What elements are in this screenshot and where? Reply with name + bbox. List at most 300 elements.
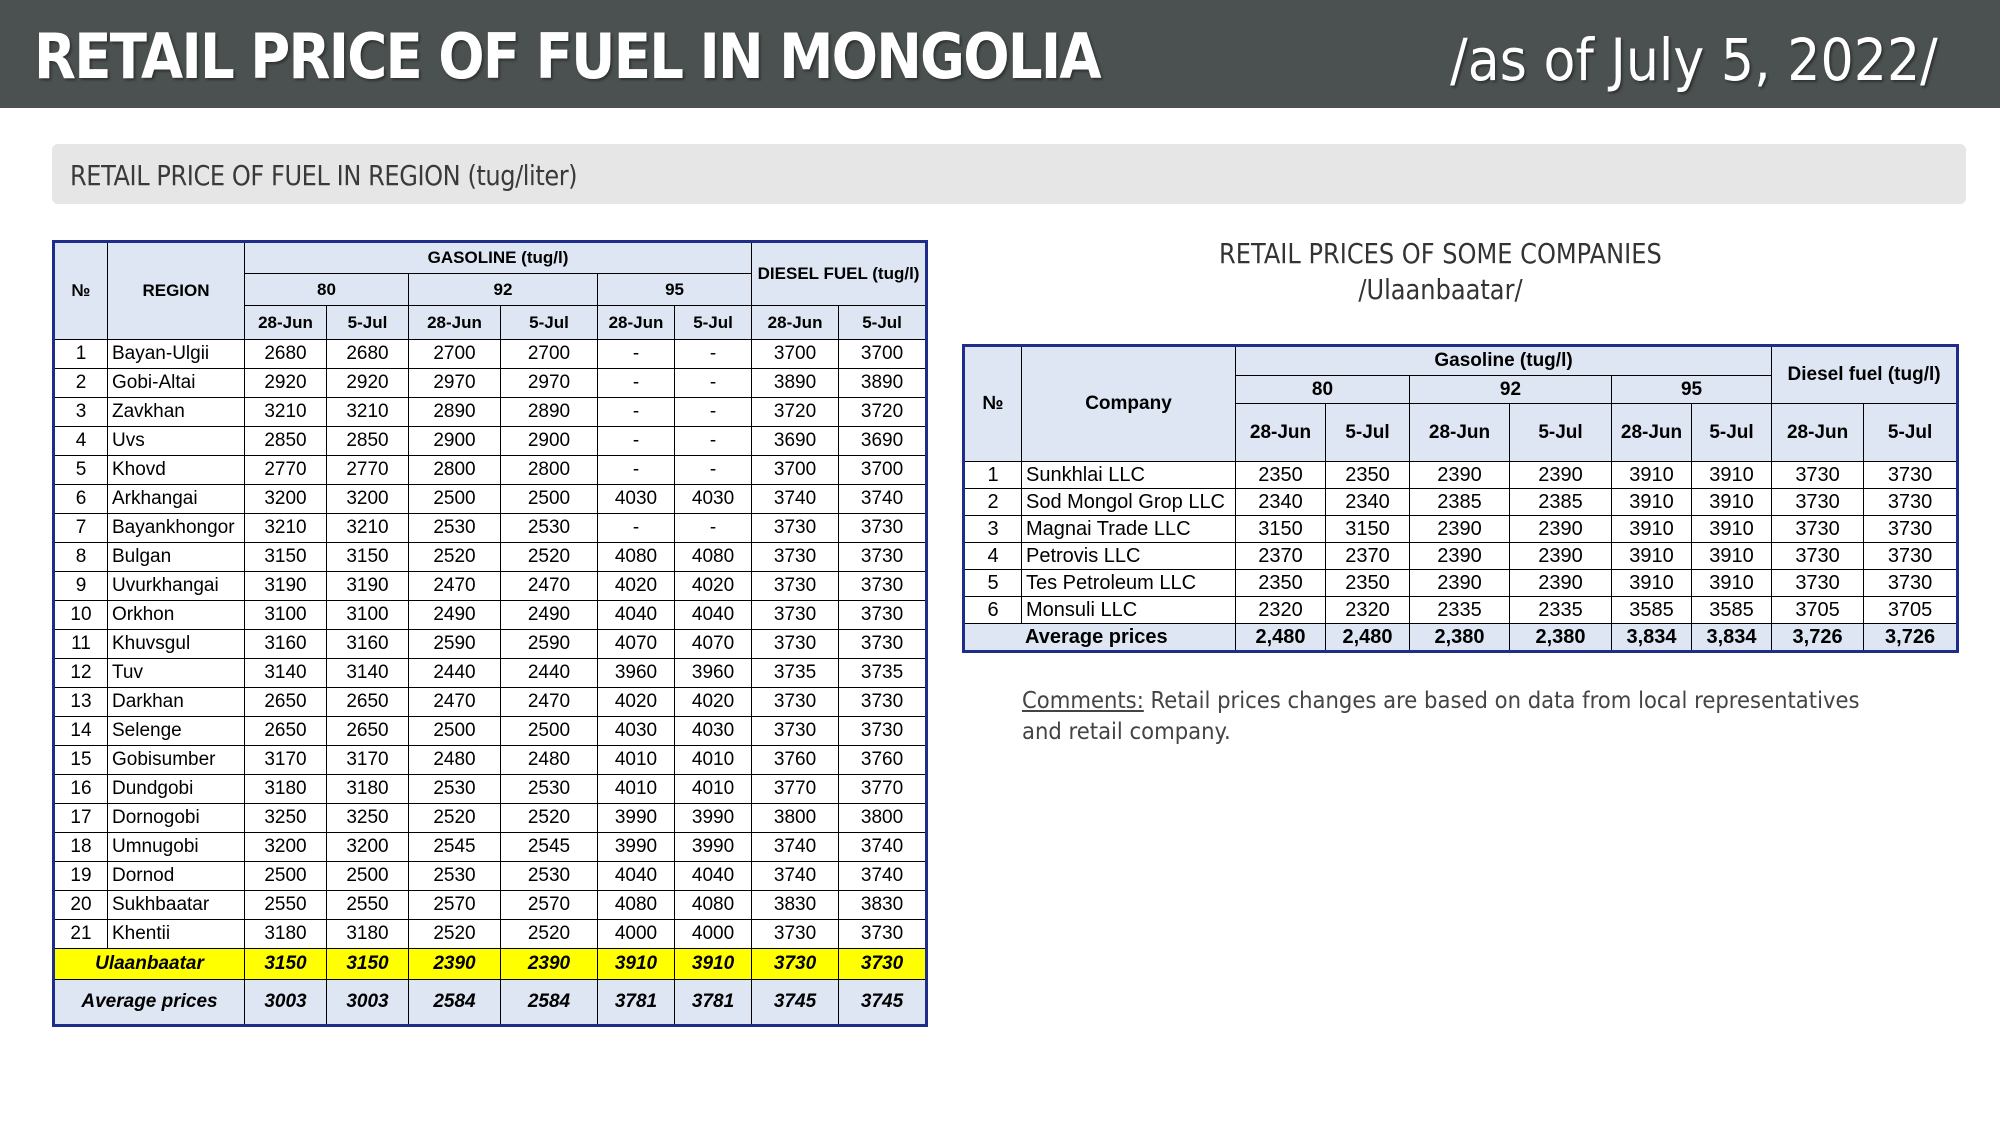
row-number: 12 — [54, 659, 108, 688]
row-number: 17 — [54, 804, 108, 833]
price-cell: 3730 — [1772, 570, 1864, 597]
price-cell: - — [598, 398, 675, 427]
price-cell: 3890 — [752, 369, 839, 398]
price-cell: 3730 — [839, 920, 927, 949]
row-label: Average prices — [54, 980, 245, 1026]
price-cell: 2320 — [1236, 597, 1326, 624]
col-header-grade-92: 92 — [409, 274, 598, 306]
page-title: RETAIL PRICE OF FUEL IN MONGOLIA — [34, 20, 1100, 93]
price-cell: 2480 — [501, 746, 598, 775]
price-cell: 2500 — [501, 717, 598, 746]
price-cell: 3910 — [598, 949, 675, 980]
price-cell: 4040 — [598, 601, 675, 630]
price-cell: 3740 — [839, 485, 927, 514]
price-cell: 3730 — [1864, 489, 1958, 516]
price-cell: 3730 — [1772, 462, 1864, 489]
price-cell: 3910 — [1612, 516, 1692, 543]
price-cell: 2545 — [501, 833, 598, 862]
price-cell: 4020 — [598, 572, 675, 601]
price-cell: 3830 — [839, 891, 927, 920]
price-cell: 3760 — [839, 746, 927, 775]
price-cell: 3150 — [327, 949, 409, 980]
price-cell: 4020 — [675, 688, 752, 717]
row-name: Arkhangai — [108, 485, 245, 514]
row-name: Petrovis LLC — [1022, 543, 1236, 570]
price-cell: 2900 — [409, 427, 501, 456]
price-cell: 4030 — [675, 485, 752, 514]
price-cell: 2520 — [409, 543, 501, 572]
col-header-diesel: DIESEL FUEL (tug/l) — [752, 242, 927, 306]
price-cell: 3910 — [1612, 489, 1692, 516]
col-header-company: Company — [1022, 346, 1236, 462]
table-row — [54, 862, 927, 891]
price-cell: 2530 — [409, 775, 501, 804]
price-cell: 2470 — [409, 572, 501, 601]
price-cell: 2530 — [501, 862, 598, 891]
col-header-date: 5-Jul — [1864, 404, 1958, 462]
col-header-grade-92: 92 — [1410, 376, 1612, 404]
row-name: Gobi-Altai — [108, 369, 245, 398]
row-name: Uvs — [108, 427, 245, 456]
price-cell: 3180 — [327, 920, 409, 949]
price-cell: 3910 — [1692, 543, 1772, 570]
price-cell: 2500 — [501, 485, 598, 514]
price-cell: 4040 — [675, 601, 752, 630]
price-cell: 3200 — [245, 833, 327, 862]
table-row — [54, 891, 927, 920]
price-cell: 3690 — [752, 427, 839, 456]
price-cell: 3200 — [327, 833, 409, 862]
price-cell: 3740 — [752, 485, 839, 514]
price-cell: - — [598, 514, 675, 543]
row-name: Gobisumber — [108, 746, 245, 775]
price-cell: 3730 — [839, 514, 927, 543]
price-cell: 3170 — [245, 746, 327, 775]
price-cell: 3730 — [752, 514, 839, 543]
table-row — [54, 775, 927, 804]
price-cell: 2350 — [1326, 462, 1410, 489]
price-cell: 2520 — [501, 920, 598, 949]
price-cell: - — [675, 398, 752, 427]
price-cell: 3180 — [245, 775, 327, 804]
price-cell: 2480 — [409, 746, 501, 775]
table-row — [54, 398, 927, 427]
row-name: Umnugobi — [108, 833, 245, 862]
price-cell: 3210 — [245, 398, 327, 427]
price-cell: 3730 — [839, 717, 927, 746]
col-header-region: REGION — [108, 242, 245, 340]
table-row — [964, 489, 1958, 516]
price-cell: 2770 — [245, 456, 327, 485]
price-cell: 2340 — [1326, 489, 1410, 516]
price-cell: 2550 — [327, 891, 409, 920]
price-cell: 3210 — [327, 398, 409, 427]
row-name: Orkhon — [108, 601, 245, 630]
price-cell: 3720 — [752, 398, 839, 427]
price-cell: 3,834 — [1612, 624, 1692, 652]
price-cell: 2390 — [1510, 570, 1612, 597]
price-cell: 3990 — [675, 833, 752, 862]
row-name: Bulgan — [108, 543, 245, 572]
price-cell: - — [598, 456, 675, 485]
col-header-date: 5-Jul — [839, 306, 927, 340]
price-cell: 2390 — [409, 949, 501, 980]
price-cell: 3003 — [245, 980, 327, 1026]
price-cell: 3745 — [752, 980, 839, 1026]
price-cell: 3250 — [245, 804, 327, 833]
price-cell: 2440 — [501, 659, 598, 688]
comments-note — [1022, 686, 1868, 748]
company-title-line1: RETAIL PRICES OF SOME COMPANIES — [1218, 237, 1662, 270]
price-cell: 4030 — [598, 717, 675, 746]
price-cell: 3730 — [839, 688, 927, 717]
price-cell: 3100 — [327, 601, 409, 630]
price-cell: - — [598, 369, 675, 398]
col-header-no: № — [54, 242, 108, 340]
col-header-date: 5-Jul — [501, 306, 598, 340]
price-cell: 2390 — [1510, 516, 1612, 543]
price-cell: 2530 — [501, 775, 598, 804]
row-number: 6 — [54, 485, 108, 514]
price-cell: 2,480 — [1236, 624, 1326, 652]
price-cell: 3190 — [327, 572, 409, 601]
price-cell: 2520 — [409, 920, 501, 949]
price-cell: 3730 — [752, 717, 839, 746]
row-number: 9 — [54, 572, 108, 601]
price-cell: 2650 — [327, 717, 409, 746]
col-header-date: 28-Jun — [598, 306, 675, 340]
row-number: 20 — [54, 891, 108, 920]
price-cell: 4070 — [675, 630, 752, 659]
price-cell: 2390 — [1410, 570, 1510, 597]
price-cell: 3730 — [1864, 570, 1958, 597]
row-number: 2 — [54, 369, 108, 398]
row-number: 1 — [964, 462, 1022, 489]
row-name: Sukhbaatar — [108, 891, 245, 920]
price-cell: 2320 — [1326, 597, 1410, 624]
price-cell: 4000 — [675, 920, 752, 949]
table-row — [54, 514, 927, 543]
company-price-table — [962, 344, 1959, 653]
price-cell: 2500 — [245, 862, 327, 891]
price-cell: 3190 — [245, 572, 327, 601]
table-row — [54, 456, 927, 485]
col-header-no: № — [964, 346, 1022, 462]
row-name: Khentii — [108, 920, 245, 949]
table-row — [964, 462, 1958, 489]
price-cell: 2520 — [409, 804, 501, 833]
col-header-gasoline: Gasoline (tug/l) — [1236, 346, 1772, 376]
col-header-date: 5-Jul — [1326, 404, 1410, 462]
col-header-grade-80: 80 — [1236, 376, 1410, 404]
table-row — [54, 833, 927, 862]
price-cell: 3730 — [1772, 543, 1864, 570]
price-cell: 4040 — [675, 862, 752, 891]
col-header-date: 28-Jun — [752, 306, 839, 340]
price-cell: 2500 — [409, 485, 501, 514]
row-number: 3 — [964, 516, 1022, 543]
price-cell: 3730 — [752, 630, 839, 659]
price-cell: - — [598, 427, 675, 456]
row-number: 19 — [54, 862, 108, 891]
price-cell: 3800 — [839, 804, 927, 833]
price-cell: 2890 — [501, 398, 598, 427]
row-name: Khuvsgul — [108, 630, 245, 659]
price-cell: 4040 — [598, 862, 675, 891]
col-header-date: 28-Jun — [1612, 404, 1692, 462]
price-cell: 2,380 — [1510, 624, 1612, 652]
price-cell: 3910 — [1692, 489, 1772, 516]
price-cell: 3,834 — [1692, 624, 1772, 652]
title-bar — [0, 0, 2000, 108]
price-cell: 2545 — [409, 833, 501, 862]
price-cell: 2385 — [1510, 489, 1612, 516]
table-row — [964, 543, 1958, 570]
price-cell: 3910 — [1612, 462, 1692, 489]
price-cell: 2390 — [501, 949, 598, 980]
price-cell: 3,726 — [1772, 624, 1864, 652]
row-name: Bayan-Ulgii — [108, 340, 245, 369]
price-cell: 3740 — [752, 862, 839, 891]
row-number: 2 — [964, 489, 1022, 516]
comments-label: Comments: — [1022, 688, 1144, 714]
table-row — [54, 369, 927, 398]
row-name: Dornod — [108, 862, 245, 891]
table-row — [54, 427, 927, 456]
price-cell: 3200 — [245, 485, 327, 514]
price-cell: 2584 — [409, 980, 501, 1026]
price-cell: 3910 — [1612, 570, 1692, 597]
row-name: Monsuli LLC — [1022, 597, 1236, 624]
price-cell: 3730 — [752, 543, 839, 572]
price-cell: 2390 — [1410, 516, 1510, 543]
price-cell: 2850 — [245, 427, 327, 456]
price-cell: 2390 — [1410, 543, 1510, 570]
price-cell: 2500 — [409, 717, 501, 746]
price-cell: 4010 — [598, 775, 675, 804]
price-cell: 3250 — [327, 804, 409, 833]
price-cell: 3160 — [245, 630, 327, 659]
price-cell: 3781 — [598, 980, 675, 1026]
row-number: 18 — [54, 833, 108, 862]
section-header — [52, 144, 1966, 204]
price-cell: 3735 — [839, 659, 927, 688]
price-cell: - — [675, 456, 752, 485]
price-cell: 3140 — [327, 659, 409, 688]
price-cell: 4020 — [675, 572, 752, 601]
price-cell: 2590 — [409, 630, 501, 659]
price-cell: 2700 — [501, 340, 598, 369]
price-cell: 3781 — [675, 980, 752, 1026]
price-cell: 3740 — [752, 833, 839, 862]
price-cell: 3200 — [327, 485, 409, 514]
table-row — [964, 570, 1958, 597]
col-header-date: 28-Jun — [1772, 404, 1864, 462]
price-cell: 3730 — [839, 543, 927, 572]
price-cell: 2800 — [501, 456, 598, 485]
price-cell: 2920 — [327, 369, 409, 398]
table-row — [54, 804, 927, 833]
price-cell: 2520 — [501, 543, 598, 572]
price-cell: 2335 — [1510, 597, 1612, 624]
price-cell: 2440 — [409, 659, 501, 688]
price-cell: 2520 — [501, 804, 598, 833]
price-cell: 2970 — [409, 369, 501, 398]
row-name: Bayankhongor — [108, 514, 245, 543]
price-cell: 2530 — [409, 514, 501, 543]
table-row — [54, 659, 927, 688]
row-name: Uvurkhangai — [108, 572, 245, 601]
price-cell: 3730 — [839, 572, 927, 601]
price-cell: 4010 — [675, 746, 752, 775]
price-cell: 2390 — [1510, 462, 1612, 489]
price-cell: 2370 — [1326, 543, 1410, 570]
price-cell: 3800 — [752, 804, 839, 833]
price-cell: 3150 — [245, 543, 327, 572]
row-number: 21 — [54, 920, 108, 949]
price-cell: 3730 — [839, 601, 927, 630]
comments-text: Retail prices changes are based on data from local representatives and retail company. — [1022, 688, 1860, 745]
price-cell: 3730 — [752, 572, 839, 601]
row-number: 8 — [54, 543, 108, 572]
price-cell: 3730 — [839, 949, 927, 980]
price-cell: 2530 — [409, 862, 501, 891]
price-cell: 2650 — [245, 717, 327, 746]
price-cell: 2390 — [1510, 543, 1612, 570]
price-cell: 4070 — [598, 630, 675, 659]
price-cell: 4030 — [598, 485, 675, 514]
price-cell: - — [675, 369, 752, 398]
table-row — [54, 340, 927, 369]
section-title: RETAIL PRICE OF FUEL IN REGION (tug/liter) — [70, 159, 578, 192]
row-number: 6 — [964, 597, 1022, 624]
table-row — [54, 572, 927, 601]
table-row — [54, 920, 927, 949]
price-cell: 3700 — [839, 340, 927, 369]
row-name: Sod Mongol Grop LLC — [1022, 489, 1236, 516]
price-cell: 2385 — [1410, 489, 1510, 516]
price-cell: 3830 — [752, 891, 839, 920]
price-cell: 3180 — [245, 920, 327, 949]
price-cell: 2890 — [409, 398, 501, 427]
price-cell: 2650 — [327, 688, 409, 717]
price-cell: 2490 — [501, 601, 598, 630]
price-cell: 3990 — [598, 833, 675, 862]
row-name: Zavkhan — [108, 398, 245, 427]
table-row — [54, 543, 927, 572]
price-cell: 2,380 — [1410, 624, 1510, 652]
price-cell: 2490 — [409, 601, 501, 630]
col-header-date: 5-Jul — [1692, 404, 1772, 462]
price-cell: 3585 — [1692, 597, 1772, 624]
price-cell: 3910 — [1692, 462, 1772, 489]
price-cell: 3730 — [839, 630, 927, 659]
row-name: Darkhan — [108, 688, 245, 717]
col-header-date: 5-Jul — [675, 306, 752, 340]
price-cell: 2570 — [409, 891, 501, 920]
price-cell: 3770 — [752, 775, 839, 804]
row-name: Dornogobi — [108, 804, 245, 833]
price-cell: 3960 — [675, 659, 752, 688]
price-cell: 4080 — [598, 891, 675, 920]
price-cell: 2800 — [409, 456, 501, 485]
price-cell: 2470 — [409, 688, 501, 717]
price-cell: 3960 — [598, 659, 675, 688]
row-name: Tuv — [108, 659, 245, 688]
price-cell: - — [598, 340, 675, 369]
price-cell: 2570 — [501, 891, 598, 920]
price-cell: 3745 — [839, 980, 927, 1026]
row-number: 14 — [54, 717, 108, 746]
table-row — [54, 688, 927, 717]
price-cell: 3730 — [1772, 489, 1864, 516]
price-cell: 3910 — [1612, 543, 1692, 570]
price-cell: 2500 — [327, 862, 409, 891]
price-cell: 2900 — [501, 427, 598, 456]
row-number: 16 — [54, 775, 108, 804]
price-cell: 2350 — [1236, 570, 1326, 597]
report-date: /as of July 5, 2022/ — [1450, 26, 1938, 94]
price-cell: 3730 — [1864, 543, 1958, 570]
row-name: Khovd — [108, 456, 245, 485]
price-cell: 2350 — [1236, 462, 1326, 489]
price-cell: - — [675, 514, 752, 543]
price-cell: 3150 — [1236, 516, 1326, 543]
price-cell: 3730 — [752, 601, 839, 630]
price-cell: 3910 — [1692, 570, 1772, 597]
price-cell: 3,726 — [1864, 624, 1958, 652]
price-cell: 3910 — [1692, 516, 1772, 543]
col-header-diesel: Diesel fuel (tug/l) — [1772, 346, 1958, 404]
price-cell: 2370 — [1236, 543, 1326, 570]
price-cell: 3160 — [327, 630, 409, 659]
table-row — [54, 630, 927, 659]
price-cell: 2680 — [327, 340, 409, 369]
table-row — [964, 597, 1958, 624]
price-cell: 2584 — [501, 980, 598, 1026]
company-title-line2: /Ulaanbaatar/ — [1357, 273, 1523, 306]
row-number: 11 — [54, 630, 108, 659]
price-cell: 2550 — [245, 891, 327, 920]
row-number: 7 — [54, 514, 108, 543]
price-cell: 3730 — [752, 688, 839, 717]
price-cell: 4080 — [598, 543, 675, 572]
price-cell: 3705 — [1864, 597, 1958, 624]
price-cell: 2680 — [245, 340, 327, 369]
row-number: 13 — [54, 688, 108, 717]
price-cell: 2590 — [501, 630, 598, 659]
price-cell: 3910 — [675, 949, 752, 980]
table-row — [54, 717, 927, 746]
price-cell: 3730 — [1864, 516, 1958, 543]
price-cell: 3210 — [327, 514, 409, 543]
col-header-date: 28-Jun — [1236, 404, 1326, 462]
row-label: Average prices — [964, 624, 1236, 652]
col-header-grade-95: 95 — [1612, 376, 1772, 404]
price-cell: 3730 — [1864, 462, 1958, 489]
price-cell: 3990 — [598, 804, 675, 833]
price-cell: 3700 — [839, 456, 927, 485]
price-cell: 4020 — [598, 688, 675, 717]
price-cell: 3990 — [675, 804, 752, 833]
price-cell: 2650 — [245, 688, 327, 717]
price-cell: 2470 — [501, 572, 598, 601]
price-cell: 4080 — [675, 891, 752, 920]
table-row — [964, 516, 1958, 543]
col-header-grade-80: 80 — [245, 274, 409, 306]
region-price-table — [52, 240, 928, 1027]
price-cell: 3730 — [752, 949, 839, 980]
